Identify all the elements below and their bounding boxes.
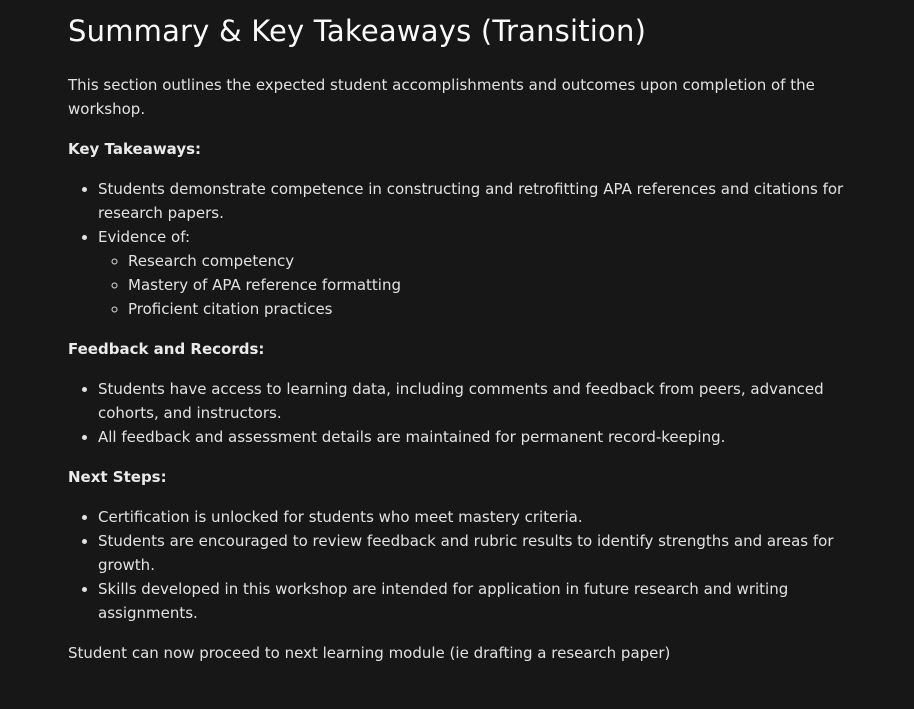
evidence-sublist	[98, 249, 868, 321]
list-item-text: Evidence of:	[98, 228, 190, 246]
list-item: • Skills developed in this workshop are intended for application in future research and writing assignments.	[98, 577, 868, 625]
page-title: Summary & Key Takeaways (Transition)	[68, 14, 647, 48]
list-item: • Students are encouraged to review feedback and rubric results to identify strengths and areas for growth.	[98, 529, 868, 577]
section-heading-next-steps: Next Steps:	[68, 468, 167, 486]
list-item	[98, 225, 868, 321]
sublist-item: ◦ Research competency	[128, 249, 868, 273]
section-heading-feedback-and-records: Feedback and Records:	[68, 340, 265, 358]
list-item: • Certification is unlocked for students who meet mastery criteria.	[98, 505, 868, 529]
next-steps-list	[68, 505, 868, 625]
list-item: • Students have access to learning data, including comments and feedback from peers, advanced cohorts, and instructors.	[98, 377, 868, 425]
intro-paragraph: This section outlines the expected student accomplishments and outcomes upon completion of the workshop.	[68, 76, 815, 118]
sublist-item: ◦ Mastery of APA reference formatting	[128, 273, 868, 297]
feedback-and-records-list	[68, 377, 868, 449]
key-takeaways-list	[68, 177, 868, 321]
list-item: • Students demonstrate competence in constructing and retrofitting APA references and citations for research papers.	[98, 177, 868, 225]
closing-paragraph: Student can now proceed to next learning module (ie drafting a research paper)	[68, 644, 671, 662]
list-item: • All feedback and assessment details are maintained for permanent record-keeping.	[98, 425, 868, 449]
section-heading-key-takeaways: Key Takeaways:	[68, 140, 202, 158]
sublist-item: ◦ Proficient citation practices	[128, 297, 868, 321]
